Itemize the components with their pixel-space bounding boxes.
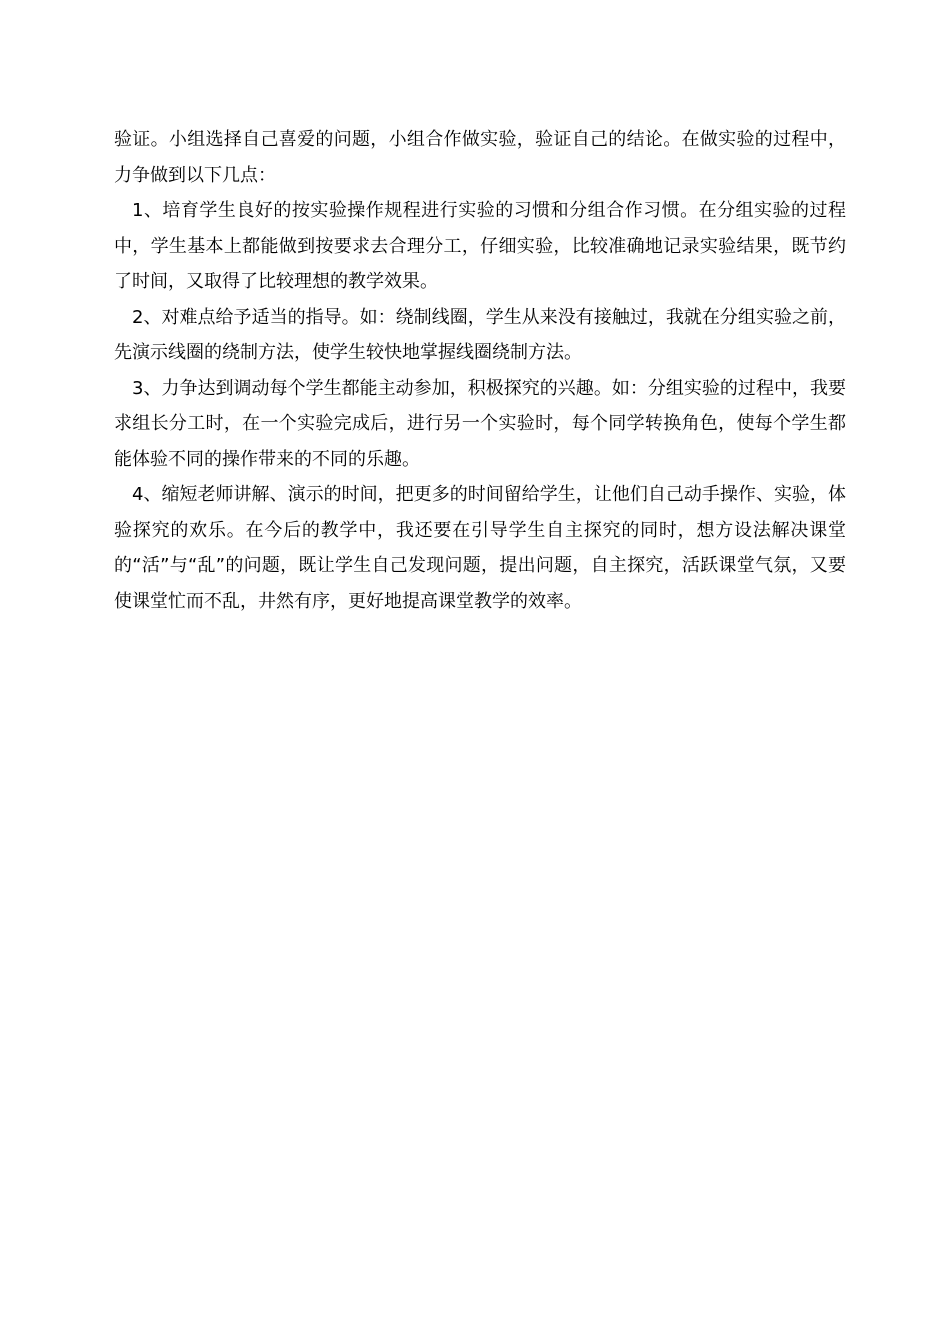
paragraph-continuation: 验证。小组选择自己喜爱的问题，小组合作做实验，验证自己的结论。在做实验的过程中，力争做到以下几点： [114,129,846,186]
paragraph-point-2: 2、对难点给予适当的指导。如：绕制线圈，学生从来没有接触过，我就在分组实验之前，先演示线圈的绕制方法，使学生较快地掌握线圈绕制方法。 [114,306,846,363]
paragraph-point-3: 3、力争达到调动每个学生都能主动参加，积极探究的兴趣。如：分组实验的过程中，我要求组长分工时，在一个实验完成后，进行另一个实验时，每个同学转换角色，使每个学生都能体验不同的操作带来的不同的乐趣。 [114,377,846,470]
paragraph-point-4: 4、缩短老师讲解、演示的时间，把更多的时间留给学生，让他们自己动手操作、实验，体验探究的欢乐。在今后的教学中，我还要在引导学生自主探究的同时，想方设法解决课堂的“活”与“乱”的问题，既让学生自己发现问题，提出问题，自主探究，活跃课堂气氛，又要使课堂忙而不乱，井然有序，更好地提高课堂教学的效率。 [114,484,846,612]
paragraph-point-1: 1、培育学生良好的按实验操作规程进行实验的习惯和分组合作习惯。在分组实验的过程中，学生基本上都能做到按要求去合理分工，仔细实验，比较准确地记录实验结果，既节约了时间，又取得了比较理想的教学效果。 [114,200,846,292]
document-body [114,122,846,619]
